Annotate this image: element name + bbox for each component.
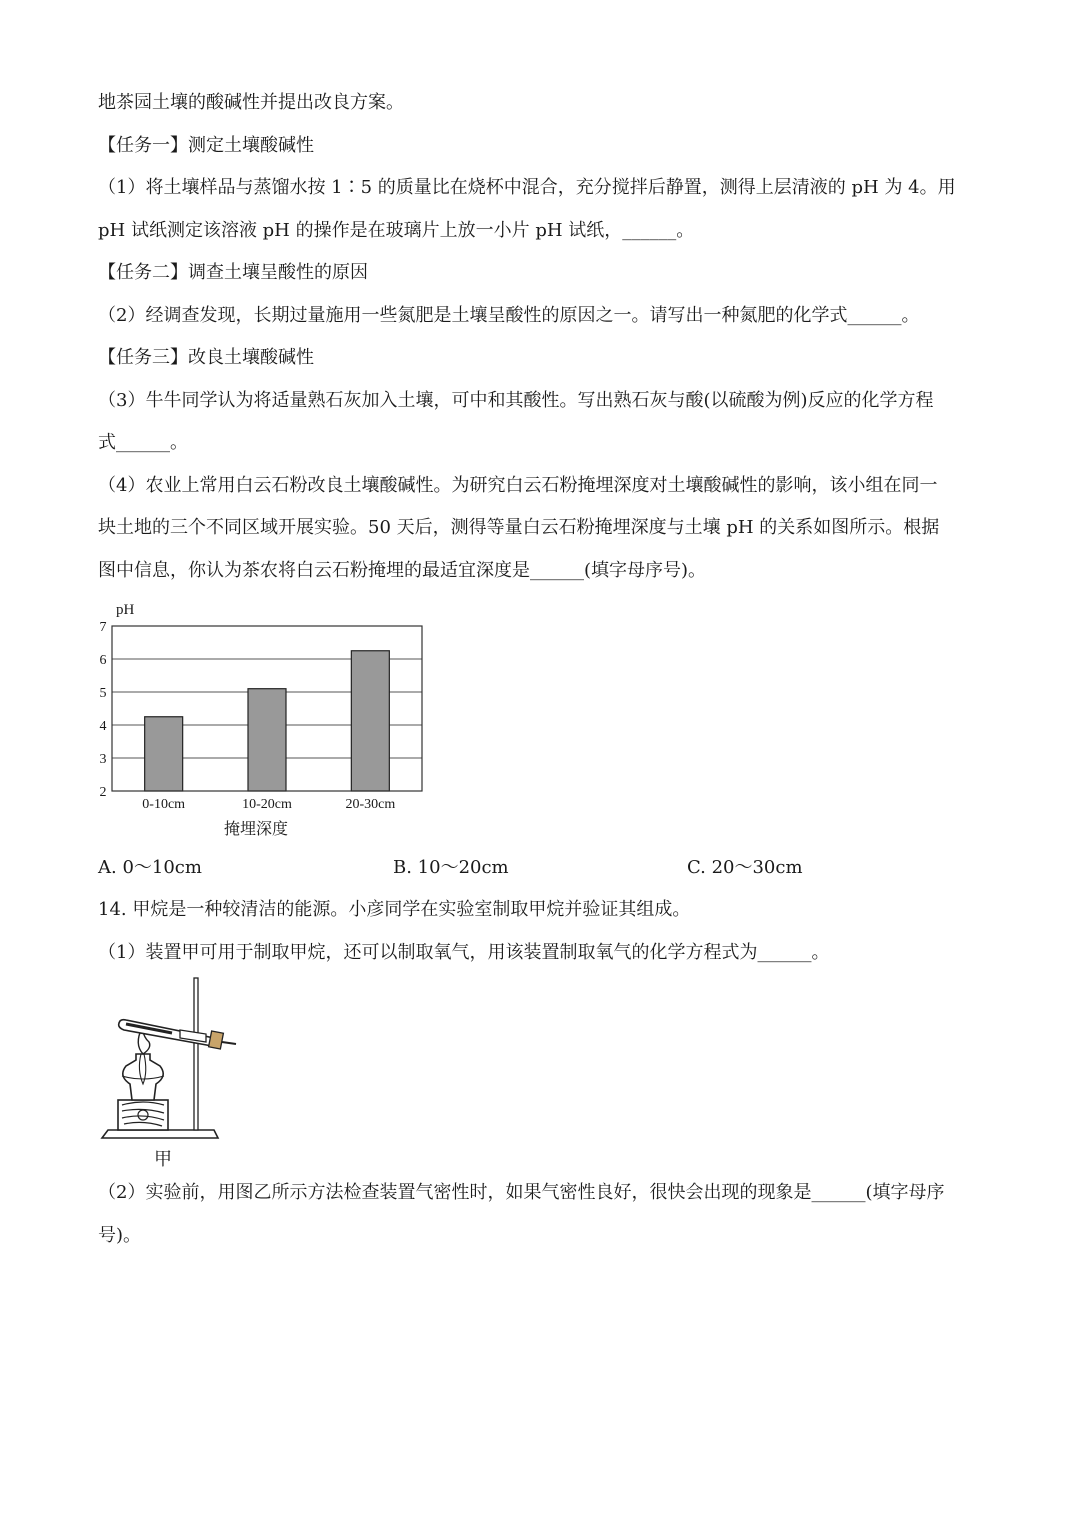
question-14-intro: 14. 甲烷是一种较清洁的能源。小彦同学在实验室制取甲烷并验证其组成。 (98, 899, 691, 920)
stand-base (102, 1130, 218, 1138)
task-one-heading: 【任务一】测定土壤酸碱性 (98, 135, 314, 156)
question-14-part-2-line-1: （2）实验前，用图乙所示方法检查装置气密性时，如果气密性良好，很快会出现的现象是______(填字母序 (98, 1182, 945, 1203)
chart-x-tick-label: 10-20cm (242, 797, 292, 812)
delivery-tube (222, 1042, 236, 1044)
option-a: A. 0～10cm (98, 857, 202, 878)
chart-bar-0-10cm (145, 717, 183, 791)
question-14-part-1: （1）装置甲可用于制取甲烷，还可以制取氧气，用该装置制取氧气的化学方程式为______。 (98, 942, 830, 963)
question-4-line-2: 块土地的三个不同区域开展实验。50 天后，测得等量白云石粉掩埋深度与土壤 pH 的关系如图所示。根据 (98, 517, 940, 538)
chart-x-tick-label: 20-30cm (345, 797, 396, 812)
stand-rod (194, 978, 198, 1130)
question-1-line-2: pH 试纸测定该溶液 pH 的操作是在玻璃片上放一小片 pH 试纸，______。 (98, 220, 695, 241)
chart-bars (145, 651, 390, 791)
chart-ylabel: pH (116, 602, 135, 618)
chart-y-tick-label: 3 (99, 752, 107, 767)
chart-x-ticks (142, 797, 395, 812)
stopper (209, 1031, 224, 1049)
task-two-heading: 【任务二】调查土壤呈酸性的原因 (98, 262, 368, 283)
ph-depth-bar-chart (96, 596, 436, 846)
question-2-line: （2）经调查发现，长期过量施用一些氮肥是土壤呈酸性的原因之一。请写出一种氮肥的化学式______。 (98, 305, 920, 326)
chart-y-ticks (100, 620, 107, 800)
question-4-line-1: （4）农业上常用白云石粉改良土壤酸碱性。为研究白云石粉掩埋深度对土壤酸碱性的影响，该小组在同一 (98, 475, 938, 496)
apparatus-jia-illustration (96, 972, 246, 1147)
chart-x-tick-label: 0-10cm (142, 797, 186, 812)
chart-y-tick-label: 6 (99, 653, 107, 668)
chart-bar-20-30cm (351, 651, 389, 791)
task-three-heading: 【任务三】改良土壤酸碱性 (98, 347, 314, 368)
option-b: B. 10～20cm (393, 857, 509, 878)
chart-y-tick-label: 2 (99, 785, 107, 800)
chart-y-tick-label: 7 (99, 620, 107, 635)
question-3-line-2: 式______。 (98, 432, 188, 453)
question-3-line-1: （3）牛牛同学认为将适量熟石灰加入土壤，可中和其酸性。写出熟石灰与酸(以硫酸为例)反应的化学方程 (98, 390, 934, 411)
option-c: C. 20～30cm (687, 857, 803, 878)
text-line-intro: 地茶园土壤的酸碱性并提出改良方案。 (98, 92, 404, 113)
question-4-line-3: 图中信息，你认为茶农将白云石粉掩埋的最适宜深度是______(填字母序号)。 (98, 560, 707, 581)
question-14-part-2-line-2: 号)。 (98, 1225, 142, 1246)
alcohol-lamp (123, 1054, 163, 1100)
chart-bar-10-20cm (248, 689, 286, 791)
question-1-line-1: （1）将土壤样品与蒸馏水按 1∶5 的质量比在烧杯中混合，充分搅拌后静置，测得上层清液的 pH 为 4。用 (98, 177, 956, 198)
chart-xlabel: 掩埋深度 (223, 821, 289, 838)
chart-y-tick-label: 5 (99, 686, 107, 701)
chart-y-tick-label: 4 (99, 719, 107, 734)
figure-caption-jia: 甲 (154, 1149, 172, 1170)
